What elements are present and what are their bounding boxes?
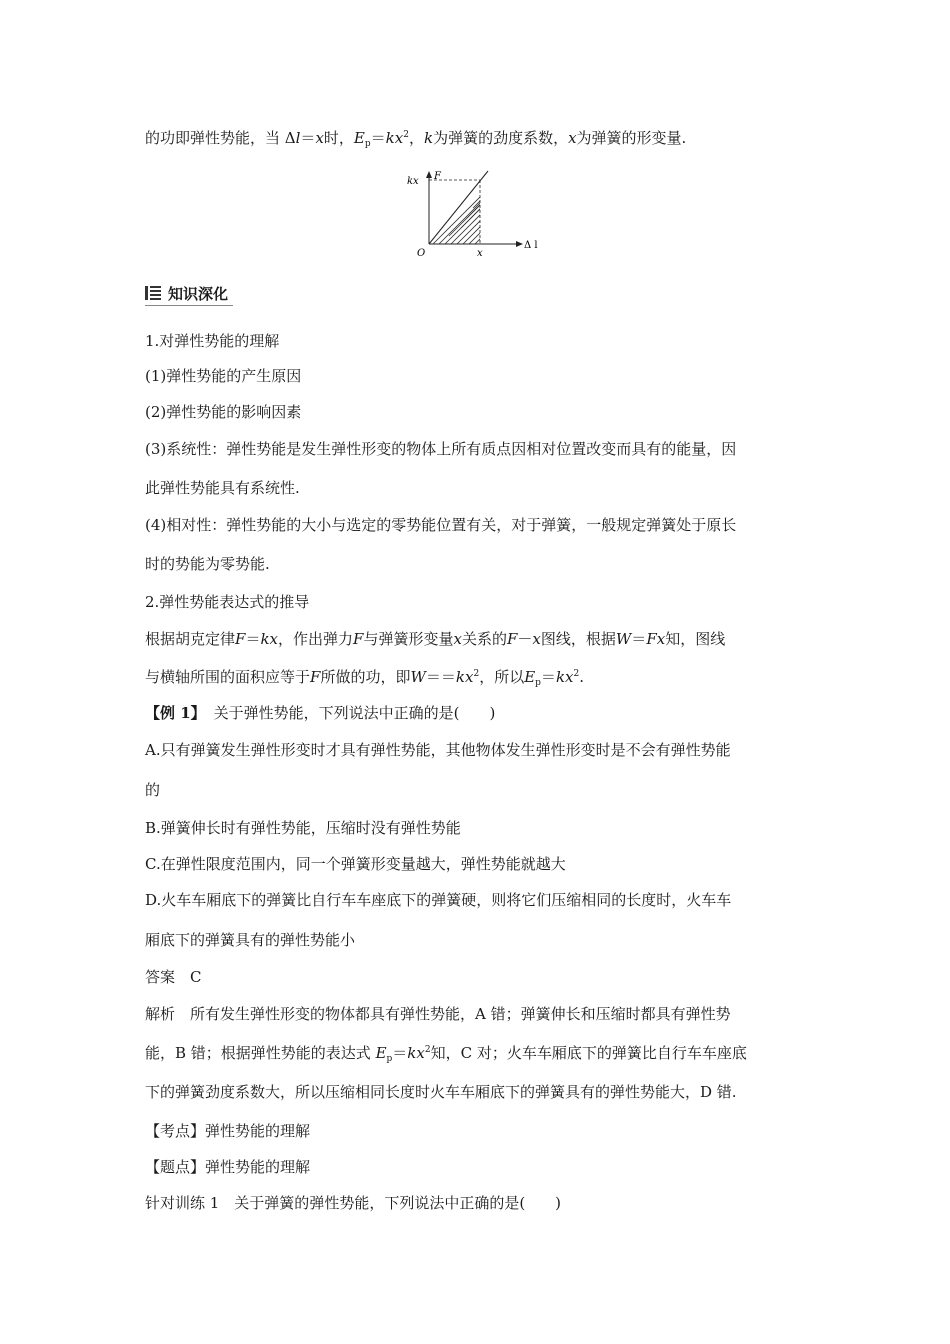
origin-label: O — [417, 248, 426, 259]
subheading-2: 2.弹性势能表达式的推导 — [145, 593, 310, 611]
item-1: (1)弹性势能的产生原因 — [145, 367, 302, 385]
option-a-line-1: A.只有弹簧发生弹性形变时才具有弹性势能，其他物体发生弹性形变时是不会有弹性势能 — [145, 741, 731, 759]
x-tick-label: x — [477, 248, 483, 259]
option-c: C.在弹性限度范围内，同一个弹簧形变量越大，弹性势能就越大 — [145, 855, 566, 873]
derivation-line-1: 根据胡克定律F＝kx，作出弹力F与弹簧形变量x关系的F－x图线，根据W＝Fx知，图线 — [145, 630, 726, 648]
intro-line: 的功即弹性势能，当 Δl＝x时，$E_p=kx^2$，k为弹簧的劲度系数，x为弹簧的形变量. — [145, 129, 687, 149]
derivation-line-2: 与横轴所围的面积应等于F所做的功，即$W==kx^2$，所以$E_p=kx^2$. — [145, 668, 585, 688]
item-4-line-1: (4)相对性：弹性势能的大小与选定的零势能位置有关，对于弹簧，一般规定弹簧处于原长 — [145, 516, 737, 534]
kaodian: 【考点】弹性势能的理解 — [145, 1122, 311, 1140]
item-3-line-1: (3)系统性：弹性势能是发生弹性形变的物体上所有质点因相对位置改变而具有的能量，因 — [145, 440, 737, 458]
option-d-line-2: 厢底下的弹簧具有的弹性势能小 — [145, 931, 356, 949]
shaded-area — [425, 180, 533, 252]
example-1-question: 【例 1】 关于弹性势能，下列说法中正确的是( ) — [145, 704, 496, 722]
item-4-line-2: 时的势能为零势能. — [145, 555, 270, 573]
x-axis-label: Δ l — [524, 240, 538, 251]
option-b: B.弹簧伸长时有弹性势能，压缩时没有弹性势能 — [145, 819, 461, 837]
analysis-line-1: 解析 所有发生弹性形变的物体都具有弹性势能，A 错；弹簧伸长和压缩时都具有弹性势 — [145, 1005, 731, 1023]
y-axis-label: F — [434, 171, 441, 182]
list-icon — [145, 286, 161, 300]
item-2: (2)弹性势能的影响因素 — [145, 403, 302, 421]
spring-force-graph — [405, 168, 545, 263]
training-question: 针对训练 1 关于弹簧的弹性势能，下列说法中正确的是( ) — [145, 1194, 562, 1212]
tidian: 【题点】弹性势能的理解 — [145, 1158, 311, 1176]
answer: 答案 C — [145, 968, 202, 986]
x-axis-arrow — [516, 241, 523, 247]
section-heading — [145, 283, 233, 306]
analysis-line-3: 下的弹簧劲度系数大，所以压缩相同长度时火车车厢底下的弹簧具有的弹性势能大，D 错. — [145, 1083, 737, 1101]
option-a-line-2: 的 — [145, 781, 161, 799]
y-tick-label: kx — [407, 176, 419, 187]
y-axis-arrow — [426, 171, 432, 178]
option-d-line-1: D.火车车厢底下的弹簧比自行车车座底下的弹簧硬，则将它们压缩相同的长度时，火车车 — [145, 891, 732, 909]
item-3-line-2: 此弹性势能具有系统性. — [145, 479, 300, 497]
subheading-1: 1.对弹性势能的理解 — [145, 332, 280, 350]
analysis-line-2: 能，B 错；根据弹性势能的表达式 $E_p=kx^2$知，C 对；火车车厢底下的弹簧比自行车车座底 — [145, 1044, 747, 1064]
section-title: 知识深化 — [168, 285, 229, 303]
example-tag: 【例 1】 — [145, 704, 206, 722]
